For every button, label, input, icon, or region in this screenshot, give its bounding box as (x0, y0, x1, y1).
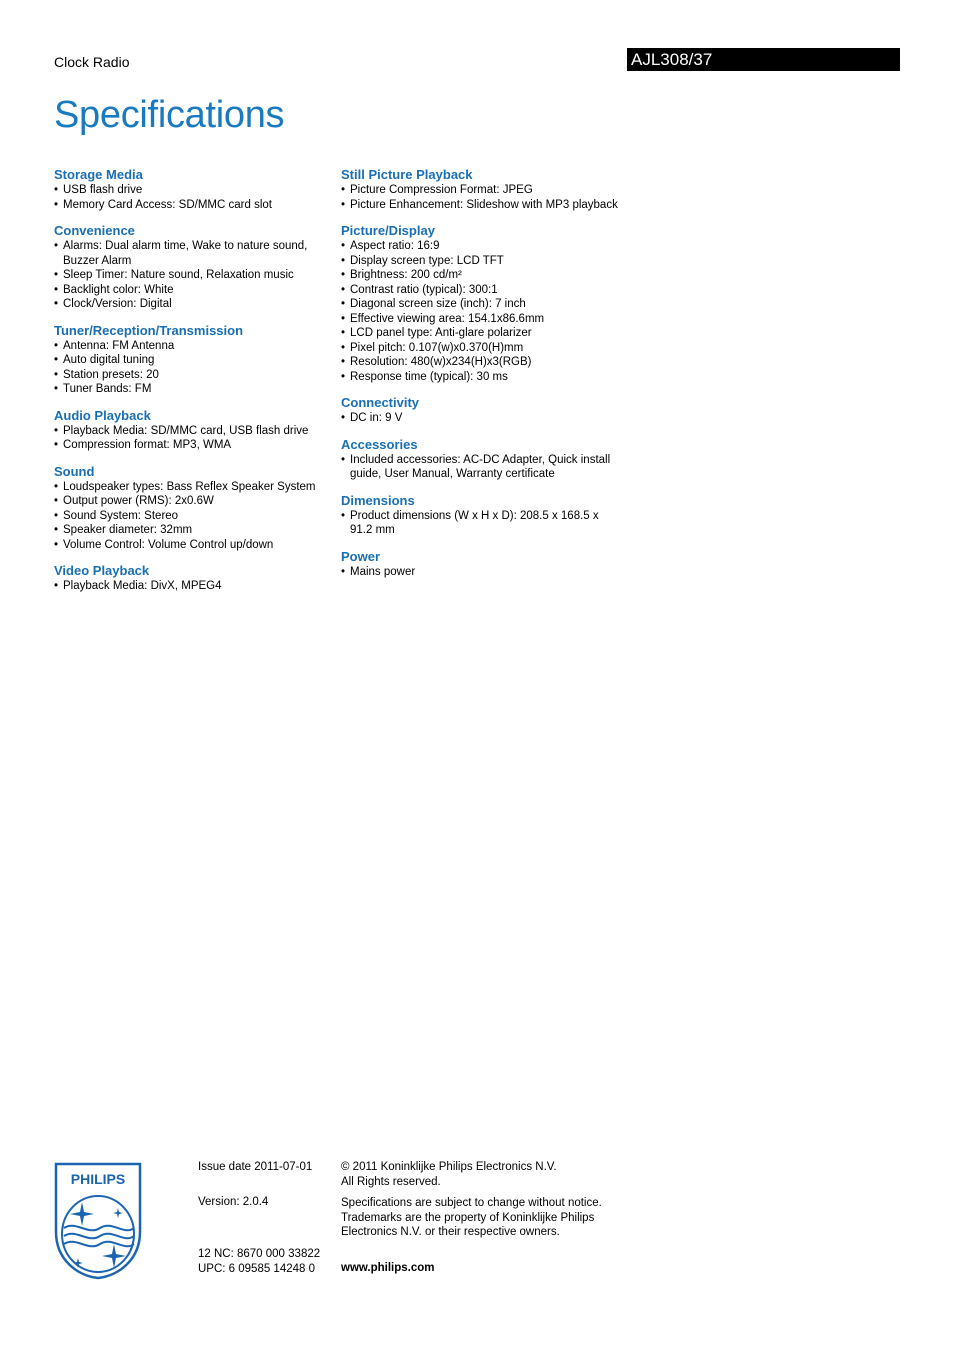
spec-section (54, 323, 324, 397)
disclaimer-line-2: Trademarks are the property of Koninklijke Philips (341, 1211, 595, 1224)
spec-item: • Diagonal screen size (inch): 7 inch (341, 297, 621, 312)
spec-section (54, 563, 324, 594)
spec-item: • Response time (typical): 30 ms (341, 370, 621, 385)
spec-list (54, 480, 324, 553)
philips-wordmark: PHILIPS (70, 1171, 126, 1187)
disclaimer (341, 1196, 602, 1240)
spec-item: • Clock/Version: Digital (54, 297, 324, 312)
spec-item: • Station presets: 20 (54, 368, 324, 383)
spec-list (341, 411, 621, 426)
spec-list (341, 239, 621, 384)
spec-item: • Product dimensions (W x H x D): 208.5 x 168.5 x 91.2 mm (341, 509, 621, 538)
spec-list (341, 453, 621, 482)
spec-list (341, 565, 621, 580)
spec-item: • Picture Enhancement: Slideshow with MP3 playback (341, 198, 621, 213)
product-category: Clock Radio (54, 54, 130, 70)
spec-item: • DC in: 9 V (341, 411, 621, 426)
spec-item: • Speaker diameter: 32mm (54, 523, 324, 538)
specs-right-column (341, 167, 621, 590)
spec-section (341, 549, 621, 580)
spec-section-title: Still Picture Playback (341, 167, 473, 182)
spec-section-title: Power (341, 548, 381, 564)
spec-section-title: Sound (54, 463, 95, 479)
copyright-line-2: All Rights reserved. (341, 1175, 441, 1188)
spec-item: • Resolution: 480(w)x234(H)x3(RGB) (341, 355, 621, 370)
spec-item: • Loudspeaker types: Bass Reflex Speaker System (54, 480, 324, 495)
spec-item: • Sound System: Stereo (54, 509, 324, 524)
spec-section (54, 408, 324, 453)
spec-item: • Backlight color: White (54, 283, 324, 298)
spec-section (341, 223, 621, 384)
spec-section (341, 395, 621, 426)
spec-section (54, 464, 324, 553)
disclaimer-line-1: Specifications are subject to change without notice. (341, 1197, 602, 1209)
spec-item: • Volume Control: Volume Control up/down (54, 538, 324, 553)
copyright (341, 1160, 557, 1189)
spec-section-title: Convenience (54, 223, 135, 238)
spec-list (54, 339, 324, 397)
spec-list (341, 183, 621, 212)
spec-item: • Output power (RMS): 2x0.6W (54, 494, 324, 509)
page-title: Specifications (54, 94, 285, 136)
website-link[interactable]: www.philips.com (341, 1262, 435, 1274)
spec-item: • Brightness: 200 cd/m² (341, 268, 621, 283)
spec-section (341, 437, 621, 482)
spec-item: • Sleep Timer: Nature sound, Relaxation music (54, 268, 324, 283)
issue-date: Issue date 2011-07-01 (198, 1161, 313, 1173)
version: Version: 2.0.4 (198, 1196, 269, 1208)
spec-section-title: Accessories (341, 436, 418, 452)
spec-item: • Playback Media: DivX, MPEG4 (54, 579, 324, 594)
spec-section (54, 223, 324, 312)
spec-item: • Auto digital tuning (54, 353, 324, 368)
spec-section-title: Audio Playback (54, 407, 151, 423)
philips-shield-logo (54, 1162, 142, 1280)
spec-section-title: Connectivity (341, 395, 420, 410)
spec-item: • Playback Media: SD/MMC card, USB flash drive (54, 424, 324, 439)
upc-code: UPC: 6 09585 14248 0 (198, 1262, 316, 1275)
spec-item: • Picture Compression Format: JPEG (341, 183, 621, 198)
spec-section-title: Storage Media (54, 167, 143, 182)
spec-item: • Alarms: Dual alarm time, Wake to nature sound, Buzzer Alarm (54, 239, 324, 268)
spec-section (341, 167, 621, 212)
spec-list (341, 509, 621, 538)
disclaimer-line-3: Electronics N.V. or their respective owners. (341, 1226, 560, 1238)
spec-item: • Pixel pitch: 0.107(w)x0.370(H)mm (341, 341, 621, 356)
spec-item: • Tuner Bands: FM (54, 382, 324, 397)
spec-section-title: Picture/Display (341, 223, 435, 238)
spec-item: • Antenna: FM Antenna (54, 339, 324, 354)
spec-item: • Effective viewing area: 154.1x86.6mm (341, 312, 621, 327)
spec-item: • Aspect ratio: 16:9 (341, 239, 621, 254)
spec-item: • Display screen type: LCD TFT (341, 254, 621, 269)
spec-item: • Mains power (341, 565, 621, 580)
specs-left-column (54, 167, 324, 605)
spec-item: • Contrast ratio (typical): 300:1 (341, 283, 621, 298)
spec-list (54, 239, 324, 312)
spec-section-title: Dimensions (341, 492, 415, 508)
model-number-bar: AJL308/37 (627, 48, 900, 71)
spec-item: • Included accessories: AC-DC Adapter, Quick install guide, User Manual, Warranty certificate (341, 453, 621, 482)
spec-section-title: Video Playback (54, 563, 150, 578)
product-codes (198, 1247, 320, 1276)
spec-list (54, 424, 324, 453)
spec-list (54, 183, 324, 212)
spec-section-title: Tuner/Reception/Transmission (54, 322, 244, 338)
spec-item: • USB flash drive (54, 183, 324, 198)
spec-list (54, 579, 324, 594)
spec-section (54, 167, 324, 212)
spec-item: • LCD panel type: Anti-glare polarizer (341, 326, 621, 341)
nc-code: 12 NC: 8670 000 33822 (198, 1248, 321, 1260)
spec-section (341, 493, 621, 538)
copyright-line-1: © 2011 Koninklijke Philips Electronics N.V. (341, 1161, 557, 1173)
spec-item: • Memory Card Access: SD/MMC card slot (54, 198, 324, 213)
spec-item: • Compression format: MP3, WMA (54, 438, 324, 453)
